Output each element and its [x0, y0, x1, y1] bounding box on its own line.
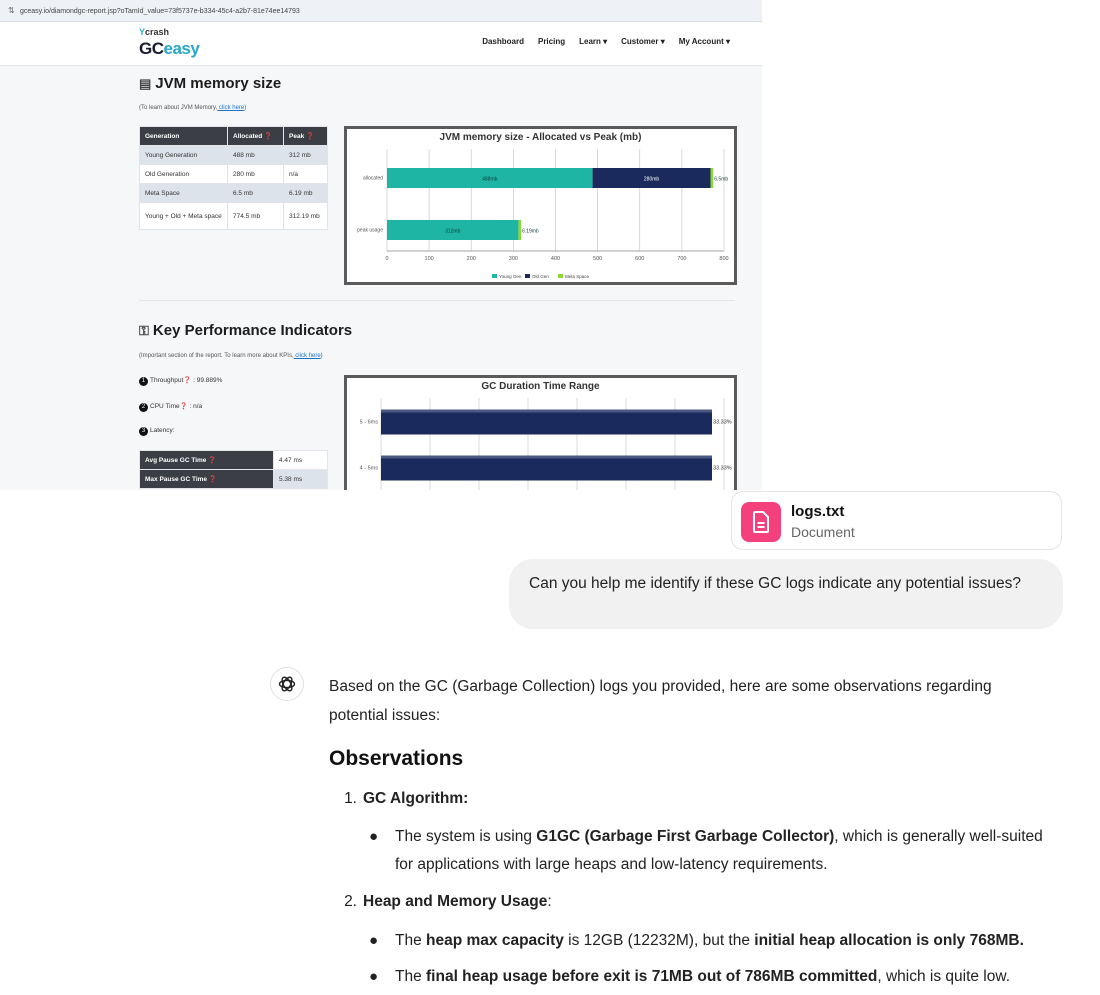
kpi-section-note: (Important section of the report. To learn more about KPIs, click here) — [139, 353, 323, 359]
help-icon[interactable]: ❓ — [183, 377, 192, 384]
help-icon[interactable]: ❓ — [208, 476, 217, 483]
x-tick-label: 500 — [593, 256, 603, 262]
jvm-section-title: ▤ JVM memory size — [139, 75, 282, 92]
list-item-2-bullet-2: ● The final heap usage before exit is 71MB out of 786MB committed, which is quite low. — [369, 968, 1011, 985]
nav-customer[interactable]: Customer ▾ — [621, 37, 665, 46]
jvm-memory-table — [139, 126, 328, 230]
gceasy-report-screenshot — [0, 0, 762, 490]
assistant-avatar-icon — [270, 667, 304, 701]
table-row: Meta Space 6.5 mb 6.19 mb — [140, 184, 328, 203]
data-label: 33.33% — [713, 465, 732, 472]
help-icon[interactable]: ❓ — [179, 403, 188, 410]
bar-segment — [711, 168, 714, 188]
nav-my-account[interactable]: My Account ▾ — [678, 37, 730, 46]
number-badge-3: 3 — [139, 427, 148, 436]
help-icon[interactable]: ❓ — [306, 133, 315, 140]
x-tick-label: 100 — [424, 256, 434, 262]
legend-swatch — [558, 274, 563, 278]
bar — [381, 456, 712, 481]
table-row: Max Pause GC Time ❓ 5.38 ms — [140, 470, 328, 489]
latency-table — [139, 450, 328, 489]
table-row: Avg Pause GC Time ❓ 4.47 ms — [140, 451, 328, 470]
table-row: Young + Old + Meta space 774.5 mb 312.19 mb — [140, 203, 328, 230]
number-badge-2: 2 — [139, 403, 148, 412]
kpi-cpu-time: 2 CPU Time❓ : n/a — [139, 402, 202, 412]
y-category-label: 4 - 5ms — [359, 465, 378, 472]
gc-duration-chart — [344, 375, 737, 490]
x-tick-label: 300 — [508, 256, 518, 262]
data-label: 280mb — [643, 176, 660, 183]
file-name: logs.txt — [791, 503, 845, 520]
memory-icon: ▤ — [139, 76, 152, 91]
nav-learn[interactable]: Learn ▾ — [579, 37, 608, 46]
jvm-section-note: (To learn about JVM Memory, click here) — [139, 105, 247, 111]
data-label: 33.33% — [713, 419, 732, 426]
legend-label: Meta Space — [565, 274, 590, 279]
jvm-memory-chart-svg — [347, 129, 734, 282]
bar-segment — [518, 220, 521, 240]
list-item-2-title: 2. Heap and Memory Usage: — [344, 893, 552, 910]
legend-swatch — [525, 274, 530, 278]
number-badge-1: 1 — [139, 377, 148, 386]
table-row: Old Generation 280 mb n/a — [140, 165, 328, 184]
x-tick-label: 700 — [677, 256, 687, 262]
site-nav — [482, 37, 730, 46]
data-label: 312mb — [445, 228, 461, 235]
nav-dashboard[interactable]: Dashboard — [482, 37, 524, 46]
legend-label: Young Gen — [499, 274, 522, 279]
data-label: 6.5mb — [714, 176, 729, 183]
bar-highlight — [381, 410, 712, 413]
y-category-label: 5 - 6ms — [359, 419, 378, 426]
site-settings-icon[interactable]: ⇅ — [8, 6, 15, 15]
user-message: Can you help me identify if these GC logs indicate any potential issues? — [509, 559, 1063, 629]
bar — [381, 410, 712, 435]
col-peak: Peak ❓ — [284, 127, 328, 146]
kpi-throughput: 1 Throughput❓ : 99.889% — [139, 376, 222, 386]
bar-highlight — [381, 456, 712, 459]
legend-swatch — [492, 274, 497, 278]
list-item-1-bullet: ● The system is using G1GC (Garbage First Garbage Collector), which is generally well-suited for applications with large heaps and low-latency requirements. — [369, 828, 1043, 873]
kpi-latency: 3 Latency: — [139, 427, 175, 436]
help-icon[interactable]: ❓ — [208, 457, 217, 464]
col-allocated: Allocated ❓ — [228, 127, 284, 146]
chart-title: JVM memory size - Allocated vs Peak (mb) — [439, 132, 642, 143]
gc-duration-chart-svg — [347, 378, 734, 490]
x-tick-label: 600 — [635, 256, 645, 262]
y-category-label: peak usage — [357, 227, 383, 234]
kpi-section-title: ⚿ Key Performance Indicators — [139, 322, 353, 339]
x-tick-label: 200 — [466, 256, 476, 262]
list-item-2-bullet-1: ● The heap max capacity is 12GB (12232M), but the initial heap allocation is only 768MB. — [369, 932, 1024, 949]
nav-pricing[interactable]: Pricing — [537, 37, 566, 46]
gceasy-logo[interactable]: GCeasy — [139, 39, 200, 58]
x-tick-label: 800 — [719, 256, 729, 262]
help-icon[interactable]: ❓ — [264, 133, 273, 140]
kpi-click-here-link[interactable]: click here — [293, 353, 321, 359]
site-header — [0, 22, 762, 66]
address-bar[interactable] — [0, 0, 762, 22]
x-tick-label: 400 — [550, 256, 561, 262]
report-content — [0, 66, 762, 490]
file-type: Document — [791, 524, 855, 540]
table-row: Young Generation 488 mb 312 mb — [140, 146, 328, 165]
ycrash-logo[interactable]: Ycrash — [139, 27, 170, 37]
key-icon: ⚿ — [139, 323, 149, 338]
chart-title: GC Duration Time Range — [481, 381, 600, 392]
answer-intro: Based on the GC (Garbage Collection) logs you provided, here are some observations regarding potential issues: — [329, 678, 992, 724]
legend-label: Old Gen — [532, 274, 549, 279]
data-label: 6.19mb — [522, 228, 539, 235]
jvm-click-here-link[interactable]: click here — [217, 105, 245, 111]
answer-heading: Observations — [329, 747, 464, 770]
list-item-1-title: 1. GC Algorithm: — [344, 790, 469, 807]
x-tick-label: 0 — [385, 256, 389, 262]
document-icon — [741, 502, 781, 542]
data-label: 488mb — [482, 176, 498, 183]
col-generation: Generation — [140, 127, 228, 146]
url-text: gceasy.io/diamondgc-report.jsp?oTamId_value=73f5737e-b334-45c4-a2b7-81e74ee14793 — [19, 8, 300, 15]
y-category-label: allocated — [362, 175, 383, 182]
section-divider — [139, 300, 735, 301]
jvm-memory-chart — [344, 126, 737, 285]
file-attachment[interactable] — [731, 491, 1062, 550]
